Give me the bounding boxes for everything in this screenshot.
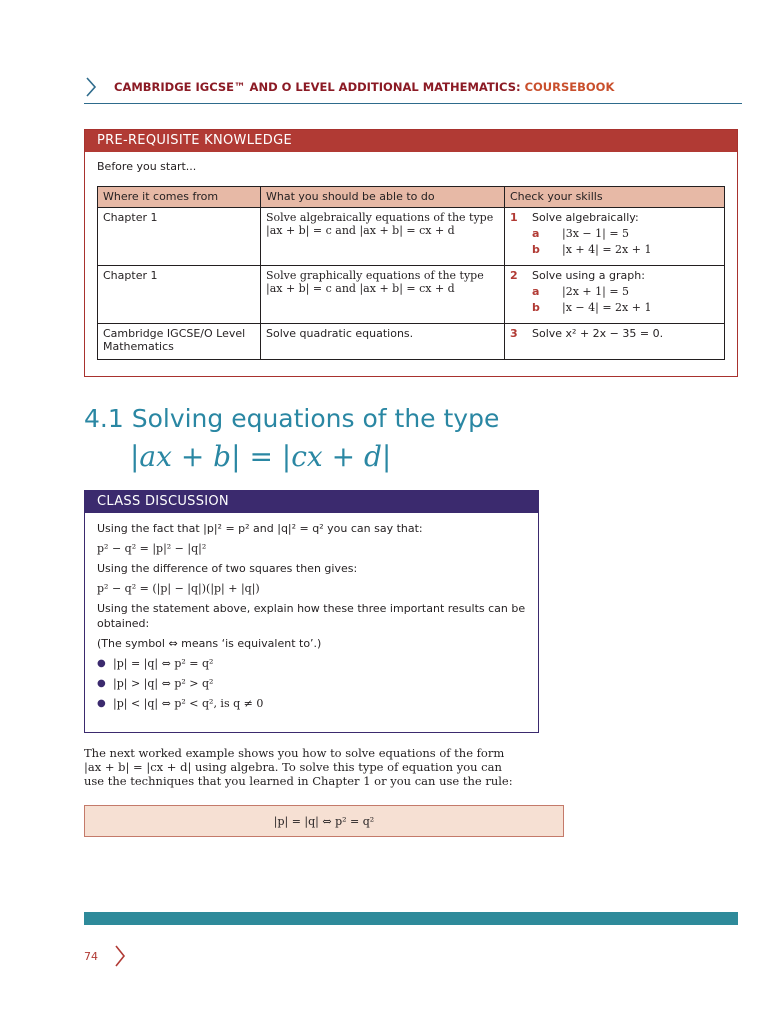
source-cell: Chapter 1 <box>98 266 261 324</box>
list-item <box>97 676 527 691</box>
part-text: |x − 4| = 2x + 1 <box>562 301 652 314</box>
skills-cell <box>505 324 725 360</box>
objective-text: Solve algebraically equations of the type |ax + b| = c and |ax + b| = cx + d <box>266 211 494 237</box>
running-header-main: CAMBRIDGE IGCSE™ AND O LEVEL ADDITIONAL MATHEMATICS: <box>114 80 525 94</box>
result-text: |p| > |q| ⇔ p² > q² <box>113 677 214 690</box>
bullet-icon: ● <box>97 658 106 669</box>
table-row <box>98 324 725 360</box>
discussion-line: (The symbol ⇔ means ‘is equivalent to’.) <box>97 637 322 650</box>
skill-number: 2 <box>510 269 518 282</box>
section-title: 4.1 Solving equations of the type <box>84 404 500 433</box>
column-header: Where it comes from <box>98 187 261 208</box>
running-header-accent: COURSEBOOK <box>524 80 615 94</box>
class-discussion-content <box>97 521 527 716</box>
prerequisite-table <box>97 186 725 360</box>
source-cell: Chapter 1 <box>98 208 261 266</box>
prerequisite-intro: Before you start... <box>97 160 197 173</box>
rule-text: |p| = |q| ⇔ p² = q² <box>273 815 375 828</box>
body-paragraph: The next worked example shows you how to solve equations of the form |ax + b| = |cx + d| using algebra. To solve this type of equation you can use the techniques that you learned in Chapter 1 or you can use the rule: <box>84 746 513 788</box>
objective-cell <box>261 266 505 324</box>
list-item <box>97 696 527 711</box>
class-discussion-box <box>84 490 539 733</box>
skill-number: 3 <box>510 327 518 340</box>
skill-number: 1 <box>510 211 518 224</box>
table-header-row <box>98 187 725 208</box>
part-label: b <box>532 243 540 256</box>
skills-cell <box>505 208 725 266</box>
skill-text: Solve x² + 2x − 35 = 0. <box>532 327 664 340</box>
part-text: |2x + 1| = 5 <box>562 285 630 298</box>
discussion-line: Using the statement above, explain how these three important results can be obtained: <box>97 602 526 630</box>
page-number: 74 <box>84 950 98 963</box>
discussion-line: Using the fact that |p|² = p² and |q|² = q² you can say that: <box>97 522 423 535</box>
prerequisite-box <box>84 129 738 377</box>
objective-text: Solve graphically equations of the type |ax + b| = c and |ax + b| = cx + d <box>266 269 484 295</box>
discussion-equation: p² − q² = (|p| − |q|)(|p| + |q|) <box>97 582 260 595</box>
section-equation: |ax + b| = |cx + d| <box>130 440 392 473</box>
footer-bar <box>84 912 738 925</box>
bullet-icon: ● <box>97 678 106 689</box>
objective-cell <box>261 324 505 360</box>
table-row <box>98 266 725 324</box>
part-label: b <box>532 301 540 314</box>
result-text: |p| < |q| ⇔ p² < q², is q ≠ 0 <box>113 697 264 710</box>
objective-text: Solve quadratic equations. <box>266 327 414 340</box>
prerequisite-heading: PRE-REQUISITE KNOWLEDGE <box>85 130 737 152</box>
class-discussion-heading: CLASS DISCUSSION <box>85 491 538 513</box>
rule-box <box>84 805 564 837</box>
discussion-equation: p² − q² = |p|² − |q|² <box>97 542 207 555</box>
table-row <box>98 208 725 266</box>
part-label: a <box>532 227 540 240</box>
discussion-line: Using the difference of two squares then gives: <box>97 562 358 575</box>
bullet-icon: ● <box>97 698 106 709</box>
part-text: |x + 4| = 2x + 1 <box>562 243 652 256</box>
source-cell: Cambridge IGCSE/O Level Mathematics <box>98 324 261 360</box>
prerequisite-body <box>85 152 737 376</box>
skills-cell <box>505 266 725 324</box>
part-text: |3x − 1| = 5 <box>562 227 630 240</box>
chevron-right-icon <box>84 76 98 98</box>
list-item <box>97 656 527 671</box>
column-header: What you should be able to do <box>261 187 505 208</box>
part-label: a <box>532 285 540 298</box>
chevron-right-icon <box>113 944 127 968</box>
skill-text: Solve algebraically: <box>532 211 639 224</box>
skill-text: Solve using a graph: <box>532 269 645 282</box>
column-header: Check your skills <box>505 187 725 208</box>
result-text: |p| = |q| ⇔ p² = q² <box>113 657 214 670</box>
header-rule <box>84 103 742 104</box>
objective-cell <box>261 208 505 266</box>
running-header <box>114 80 614 94</box>
